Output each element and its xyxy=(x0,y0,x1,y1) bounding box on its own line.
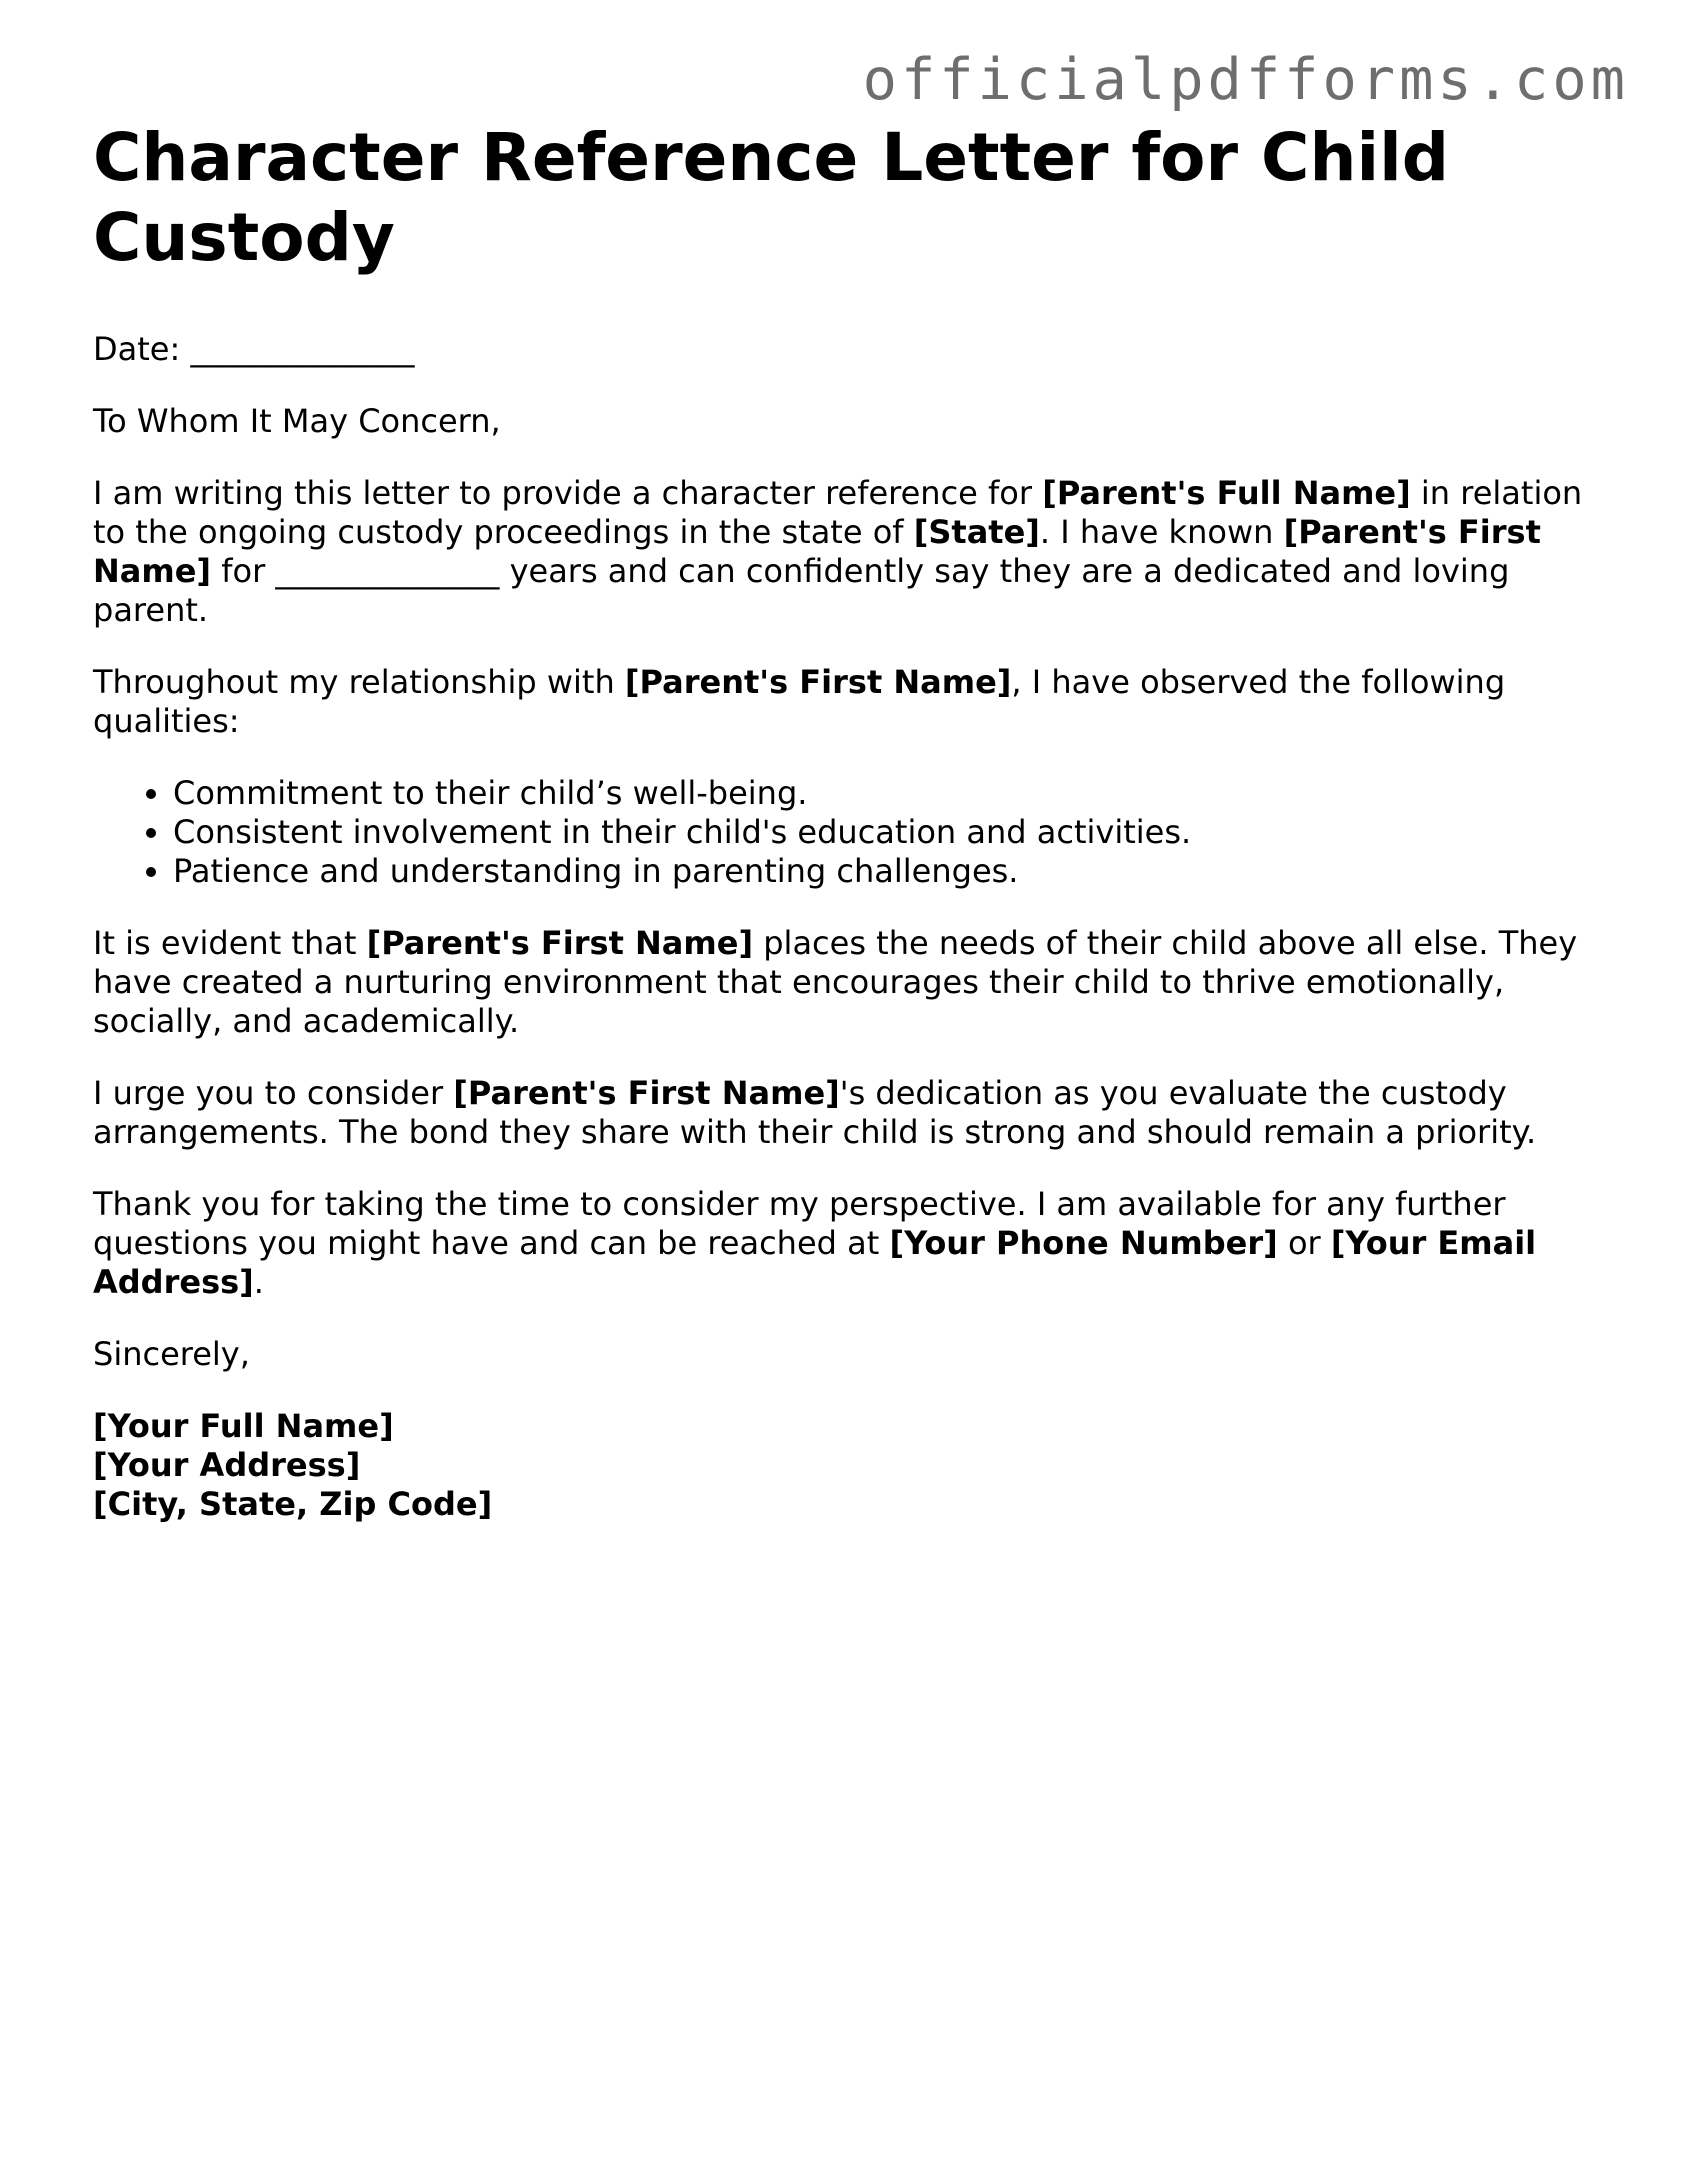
letter-page xyxy=(93,118,1593,1524)
signature-block xyxy=(93,1407,1593,1524)
date-label: Date: xyxy=(93,330,181,368)
text: I am writing this letter to provide a character reference for xyxy=(93,474,1043,512)
qualities-intro-paragraph xyxy=(93,663,1593,741)
contact-paragraph xyxy=(93,1185,1593,1302)
list-item: • Consistent involvement in their child's education and activities. xyxy=(173,813,1593,852)
text: in relation to the ongoing custody proceedings in the state of xyxy=(93,474,1583,551)
text: places the needs of their child above all else. They have created a nurturing environment that encourages their child to thrive emotionally, socially, and academically. xyxy=(93,924,1578,1040)
list-item: • Patience and understanding in parenting challenges. xyxy=(173,852,1593,891)
intro-paragraph xyxy=(93,474,1593,630)
evidence-paragraph xyxy=(93,924,1593,1041)
date-blank: ______________ xyxy=(190,330,415,368)
city-state-zip-placeholder: [City, State, Zip Code] xyxy=(93,1485,493,1523)
state-placeholder: [State] xyxy=(913,513,1040,551)
text: I urge you to consider xyxy=(93,1074,454,1112)
phone-placeholder: [Your Phone Number] xyxy=(889,1224,1278,1262)
date-line xyxy=(93,330,1593,369)
urge-paragraph xyxy=(93,1074,1593,1152)
parent-full-name-placeholder: [Parent's Full Name] xyxy=(1042,474,1411,512)
full-name-placeholder: [Your Full Name] xyxy=(93,1407,394,1445)
watermark: officialpdfforms.com xyxy=(862,47,1629,113)
text: for ______________ years and can confidently say they are a dedicated and loving parent. xyxy=(93,552,1510,629)
text: Thank you for taking the time to consider my perspective. I am available for any further questions you might have and can be reached at xyxy=(93,1185,1506,1262)
text: 's dedication as you evaluate the custody arrangements. The bond they share with their child is strong and should remain a priority. xyxy=(93,1074,1537,1151)
parent-first-name-placeholder: [Parent's First Name] xyxy=(624,663,1012,701)
parent-first-name-placeholder: [Parent's First Name] xyxy=(93,513,1541,590)
text: , I have observed the following qualities: xyxy=(93,663,1506,740)
page-title: Character Reference Letter for Child Custody xyxy=(93,119,1449,276)
signoff: Sincerely, xyxy=(93,1335,250,1373)
parent-first-name-placeholder: [Parent's First Name] xyxy=(453,1074,840,1112)
text: Throughout my relationship with xyxy=(93,663,625,701)
salutation: To Whom It May Concern, xyxy=(93,402,501,440)
parent-first-name-placeholder: [Parent's First Name] xyxy=(366,924,754,962)
text: or xyxy=(1277,1224,1331,1262)
email-placeholder: [Your Email Address] xyxy=(93,1224,1537,1301)
qualities-list xyxy=(93,774,1593,891)
address-placeholder: [Your Address] xyxy=(93,1446,361,1484)
text: . xyxy=(253,1263,264,1301)
text: It is evident that xyxy=(93,924,367,962)
text: . I have known xyxy=(1039,513,1284,551)
list-item: • Commitment to their child’s well-being. xyxy=(173,774,1593,813)
